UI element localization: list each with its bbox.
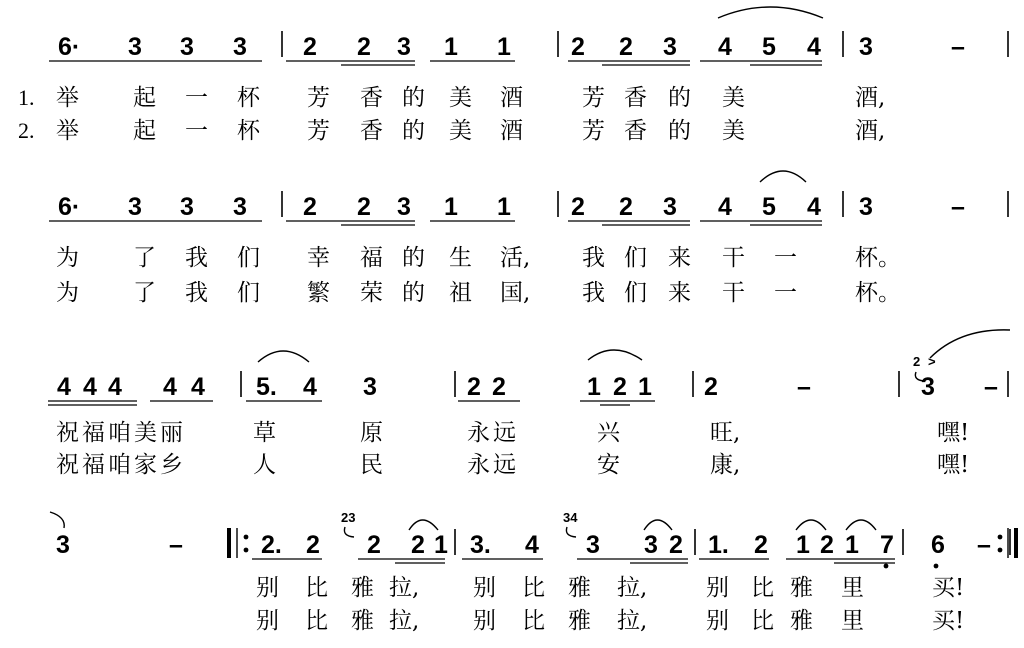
note-digit: 3 [663,193,677,221]
lyric-char: 酒, [855,85,886,111]
note-digit: 3. [470,531,491,559]
lyric-char: 雅 [568,608,591,634]
lyric-char: 别 [706,575,729,601]
lyric-char: 拉, [389,608,420,634]
lyric-char: 的 [402,85,425,111]
lyric-char: 人 [253,452,276,478]
note-digit: 3 [859,193,873,221]
note-digit: 4 [83,373,97,401]
lyric-char: 生 [449,245,472,271]
note-digit: 2. [261,531,282,559]
note-digit: 2 [754,531,768,559]
note-digit: 2 [613,373,627,401]
lyric-char: 远 [493,452,516,478]
note-digit: 3 [663,33,677,61]
note-digit: 3 [233,193,247,221]
lyric-char: 芳 [307,85,330,111]
lyric-char: 里 [841,608,864,634]
note-digit: 2 [357,33,371,61]
low-octave-dot [934,564,939,569]
grace-hook [566,527,576,537]
lyric-char: 美 [449,85,472,111]
lyric-char: 咱 [108,452,131,478]
note-digit: 3 [921,373,935,401]
lyric-char: 香 [624,118,647,144]
note-digit: 4 [163,373,177,401]
lyric-char: 们 [624,245,647,271]
note-digit: 2 [704,373,718,401]
tie-slur [50,512,64,528]
note-digit: 2 [619,33,633,61]
verse-number: 1. [18,85,35,110]
note-digit: 3 [180,193,194,221]
lyric-char: 旺, [710,420,741,446]
verse-number: 2. [18,118,35,143]
repeat-dot [998,548,1003,553]
slur [409,520,438,530]
lyric-char: 家 [134,452,157,478]
lyric-char: 别 [473,575,496,601]
slur [846,520,876,530]
lyric-char: 为 [56,245,79,271]
note-digit: 6· [58,193,81,221]
note-digit: 1. [708,531,729,559]
note-digit: 3 [56,531,70,559]
lyric-char: 丽 [160,420,183,446]
note-digit: 7 [880,531,894,559]
note-digit: 4 [525,531,539,559]
accent-mark: > [928,354,936,369]
lyric-char: 比 [305,608,328,634]
lyric-char: 活, [500,245,531,271]
lyric-char: 原 [360,420,383,446]
note-digit: 3 [233,33,247,61]
lyric-char: 乡 [160,452,183,478]
lyric-char: 雅 [351,575,374,601]
lyric-char: 兴 [597,420,620,446]
dash-note: – [797,373,811,401]
note-digit: 1 [444,193,458,221]
note-digit: 1 [796,531,810,559]
lyric-char: 拉, [389,575,420,601]
note-digit: 2 [820,531,834,559]
lyric-char: 起 [133,118,156,144]
note-digit: 3 [128,193,142,221]
note-digit: 3 [397,193,411,221]
slur [588,350,642,360]
lyric-char: 幸 [307,245,330,271]
lyric-char: 美 [134,420,157,446]
note-digit: 2 [669,531,683,559]
slur [644,520,672,530]
lyric-char: 别 [473,608,496,634]
lyric-char: 起 [133,85,156,111]
lyric-char: 草 [253,420,276,446]
lyric-char: 杯 [237,85,260,111]
lyric-char: 美 [449,118,472,144]
lyric-char: 荣 [360,280,383,306]
note-digit: 2 [306,531,320,559]
note-digit: 2 [357,193,371,221]
lyric-char: 的 [402,280,425,306]
lyric-char: 康, [710,452,741,478]
note-digit: 2 [303,193,317,221]
lyric-char: 繁 [307,280,330,306]
lyric-char: 比 [522,575,545,601]
lyric-char: 一 [185,85,208,111]
lyric-char: 比 [751,575,774,601]
lyric-char: 举 [56,85,79,111]
lyric-char: 来 [668,280,691,306]
note-digit: 4 [57,373,71,401]
note-digit: 2 [411,531,425,559]
note-digit: 2 [492,373,506,401]
lyric-char: 别 [256,575,279,601]
note-digit: 2 [367,531,381,559]
lyric-char: 芳 [307,118,330,144]
lyric-char: 里 [841,575,864,601]
lyric-char: 我 [185,245,208,271]
note-digit: 4 [807,193,821,221]
note-digit: 4 [718,193,732,221]
lyric-char: 福 [82,420,105,446]
lyric-char: 我 [185,280,208,306]
lyric-char: 们 [237,280,260,306]
lyric-char: 一 [774,280,797,306]
lyric-char: 酒 [500,85,523,111]
lyric-char: 永 [467,452,490,478]
lyric-char: 干 [722,280,745,306]
lyric-char: 的 [668,118,691,144]
lyric-char: 我 [582,280,605,306]
tie-slur [930,330,1010,358]
slur [258,351,309,362]
note-digit: 3 [644,531,658,559]
lyric-char: 来 [668,245,691,271]
lyric-char: 比 [305,575,328,601]
lyric-char: 杯。 [855,245,901,271]
note-digit: 6· [58,33,81,61]
lyric-char: 祖 [449,280,472,306]
slur [796,520,826,530]
lyric-char: 福 [360,245,383,271]
lyric-char: 别 [706,608,729,634]
lyric-char: 的 [668,85,691,111]
note-digit: 5 [762,193,776,221]
note-digit: 3 [128,33,142,61]
lyric-char: 美 [722,85,745,111]
lyric-char: 芳 [582,118,605,144]
lyric-char: 雅 [351,608,374,634]
lyric-char: 的 [402,245,425,271]
lyric-char: 的 [402,118,425,144]
note-digit: 1 [587,373,601,401]
lyric-char: 咱 [108,420,131,446]
lyric-char: 一 [774,245,797,271]
lyric-char: 我 [582,245,605,271]
lyric-char: 买! [932,575,965,601]
lyric-char: 酒, [855,118,886,144]
lyric-char: 香 [624,85,647,111]
lyric-char: 祝 [56,420,79,446]
lyric-char: 们 [237,245,260,271]
note-digit: 2 [571,193,585,221]
lyric-char: 了 [133,280,156,306]
repeat-dot [244,548,249,553]
low-octave-dot [884,564,889,569]
grace-note: 2 [913,354,921,369]
note-digit: 4 [191,373,205,401]
lyric-char: 了 [133,245,156,271]
lyric-char: 雅 [790,608,813,634]
repeat-dot [998,535,1003,540]
note-digit: 3 [397,33,411,61]
lyric-char: 民 [360,452,383,478]
note-digit: 4 [108,373,122,401]
slur [718,7,823,18]
lyric-char: 杯。 [855,280,901,306]
note-digit: 1 [638,373,652,401]
note-digit: 4 [303,373,317,401]
dash-note: – [951,193,965,221]
grace-note: 23 [341,510,356,525]
note-digit: 1 [444,33,458,61]
lyric-char: 国, [500,280,531,306]
slur [760,171,806,182]
dash-note: – [169,531,183,559]
note-digit: 1 [497,193,511,221]
lyric-char: 祝 [56,452,79,478]
lyric-char: 福 [82,452,105,478]
lyric-char: 嘿! [937,420,970,446]
lyric-char: 酒 [500,118,523,144]
lyric-char: 比 [522,608,545,634]
note-digit: 4 [718,33,732,61]
dash-note: – [951,33,965,61]
note-digit: 3 [586,531,600,559]
note-digit: 5. [256,373,277,401]
lyric-char: 杯 [237,118,260,144]
note-digit: 4 [807,33,821,61]
note-digit: 2 [571,33,585,61]
note-digit: 1 [434,531,448,559]
lyric-char: 香 [360,118,383,144]
lyric-char: 比 [751,608,774,634]
grace-note: 34 [563,510,578,525]
note-digit: 2 [303,33,317,61]
lyric-char: 们 [624,280,647,306]
note-digit: 1 [845,531,859,559]
lyric-char: 举 [56,118,79,144]
lyric-char: 永 [467,420,490,446]
lyric-char: 干 [722,245,745,271]
note-digit: 2 [619,193,633,221]
note-digit: 3 [180,33,194,61]
note-digit: 2 [467,373,481,401]
lyric-char: 安 [597,452,620,478]
lyric-char: 别 [256,608,279,634]
lyric-char: 美 [722,118,745,144]
grace-hook [344,527,354,537]
note-digit: 3 [859,33,873,61]
lyric-char: 拉, [617,608,648,634]
lyric-char: 嘿! [937,452,970,478]
lyric-char: 香 [360,85,383,111]
lyric-char: 买! [932,608,965,634]
lyric-char: 远 [493,420,516,446]
lyric-char: 为 [56,280,79,306]
note-digit: 6 [931,531,945,559]
note-digit: 1 [497,33,511,61]
lyric-char: 雅 [790,575,813,601]
lyric-char: 雅 [568,575,591,601]
note-digit: 5 [762,33,776,61]
lyric-char: 一 [185,118,208,144]
note-digit: 3 [363,373,377,401]
dash-note: – [984,373,998,401]
lyric-char: 芳 [582,85,605,111]
dash-note: – [977,531,991,559]
repeat-dot [244,535,249,540]
lyric-char: 拉, [617,575,648,601]
